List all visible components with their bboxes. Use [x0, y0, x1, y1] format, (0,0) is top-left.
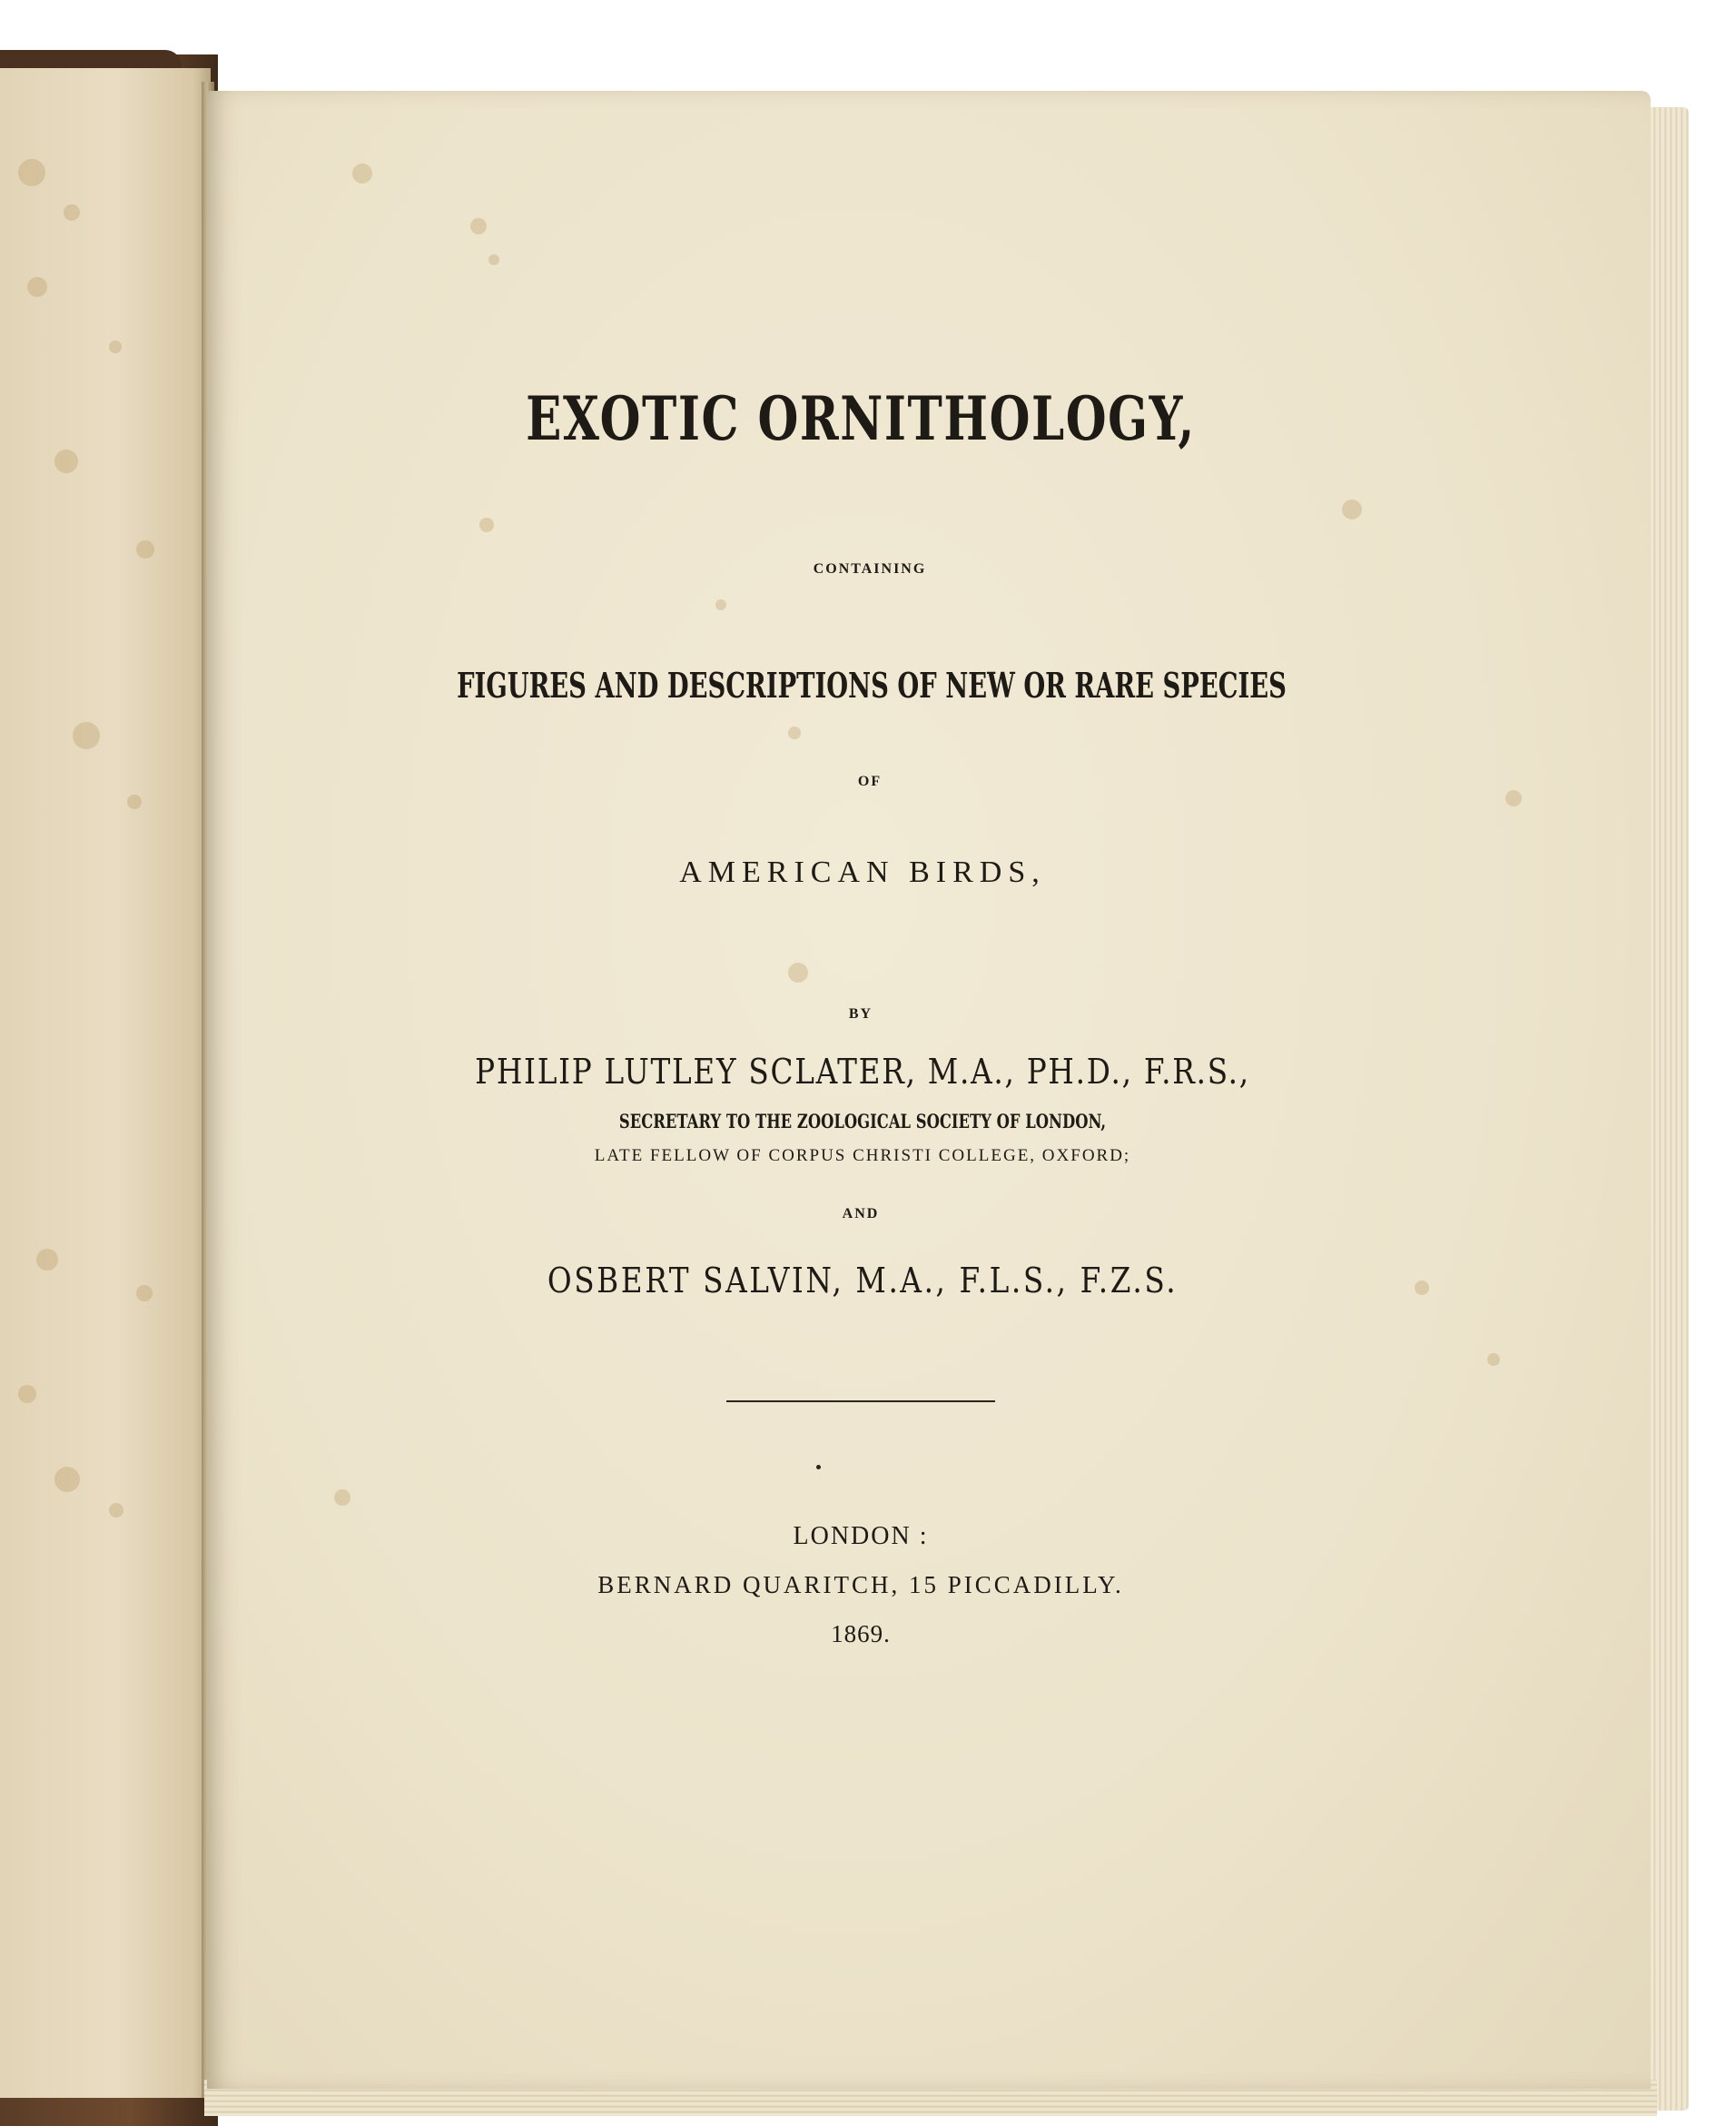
containing-label: CONTAINING [813, 561, 927, 577]
book-subject: AMERICAN BIRDS, [679, 855, 1046, 889]
author-secondary: OSBERT SALVIN, M.A., F.L.S., F.Z.S. [547, 1261, 1179, 1300]
by-label: BY [848, 1006, 873, 1022]
and-label: AND [842, 1206, 880, 1221]
book-title: EXOTIC ORNITHOLOGY, [526, 383, 1196, 454]
imprint-year: 1869. [831, 1620, 891, 1647]
of-label: OF [857, 774, 883, 789]
left-page [0, 68, 211, 2098]
imprint-publisher: BERNARD QUARITCH, 15 PICCADILLY. [597, 1571, 1124, 1598]
divider-rule [726, 1400, 995, 1402]
author-primary-affiliation-1: SECRETARY TO THE ZOOLOGICAL SOCIETY OF LONDON, [618, 1110, 1107, 1132]
ornament-dot [816, 1465, 821, 1469]
author-primary-affiliation-2: LATE FELLOW OF CORPUS CHRISTI COLLEGE, OXFORD; [594, 1146, 1131, 1165]
imprint-city: LONDON : [793, 1522, 929, 1550]
book-subtitle: FIGURES AND DESCRIPTIONS OF NEW OR RARE SPECIES [457, 665, 1287, 706]
author-primary: PHILIP LUTLEY SCLATER, M.A., PH.D., F.R.S., [475, 1052, 1250, 1092]
